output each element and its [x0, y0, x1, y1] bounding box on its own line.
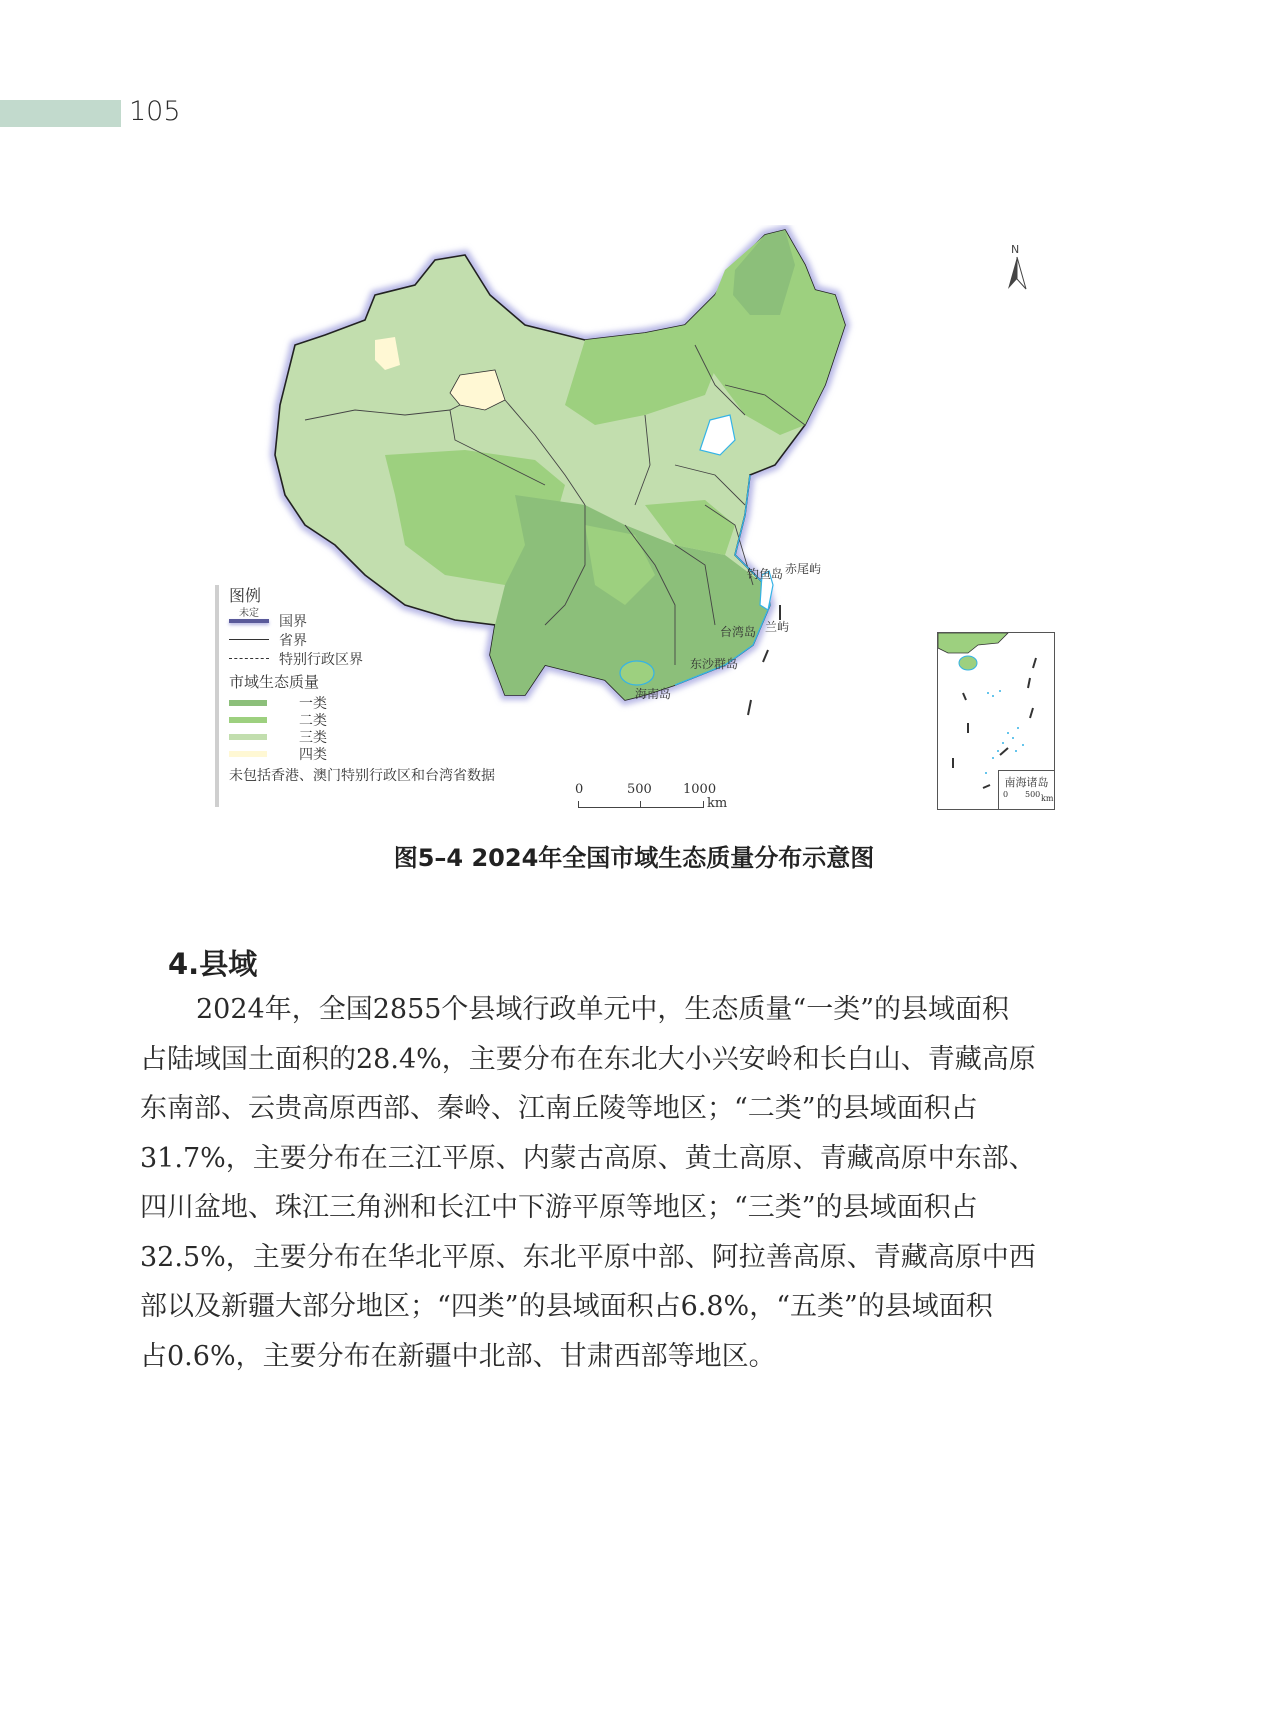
- label-lanyu: 兰屿: [765, 620, 790, 634]
- scale-tick-1000: 1000: [683, 782, 717, 797]
- inset-title: 南海诸岛: [1004, 776, 1049, 789]
- legend-sar-label: 特别行政区界: [279, 651, 363, 668]
- north-arrow: [1005, 243, 1029, 293]
- label-taiwan: 台湾岛: [720, 625, 757, 639]
- legend-note: 未包括香港、澳门特别行政区和台湾省数据: [229, 768, 495, 784]
- legend-class-4: [229, 745, 555, 762]
- legend-class-1: [229, 694, 555, 711]
- swatch-class-1: [229, 700, 267, 706]
- body-line: 部以及新疆大部分地区；“四类”的县域面积占6.8%，“五类”的县域面积: [140, 1291, 993, 1322]
- label-hainan: 海南岛: [635, 687, 672, 701]
- section-body: [140, 985, 1130, 1381]
- legend-quality-title: 市域生态质量: [229, 673, 320, 691]
- body-line: 占陆域国土面积的28.4%，主要分布在东北大小兴安岭和长白山、青藏高原: [140, 1043, 1036, 1075]
- province-border-symbol: [229, 639, 269, 640]
- undetermined-label: 未定: [239, 607, 259, 619]
- swatch-class-2: [229, 717, 267, 723]
- national-border-symbol: [229, 607, 269, 623]
- scale-mid-tick: [640, 801, 641, 807]
- scale-unit: km: [707, 796, 728, 811]
- swatch-class-3: [229, 734, 267, 740]
- south-china-sea-inset: [937, 632, 1055, 810]
- sar-border-symbol: [229, 658, 269, 659]
- page-number: 105: [129, 96, 181, 127]
- label-diaoyu: 钓鱼岛: [747, 567, 784, 581]
- inset-scale-0: 0: [1003, 790, 1009, 799]
- body-line: 2024年，全国2855个县域行政单元中，生态质量“一类”的县域面积: [196, 994, 1010, 1025]
- inset-label-box: [998, 770, 1054, 809]
- figure-caption: 图5–4 2024年全国市域生态质量分布示意图: [393, 844, 875, 872]
- scale-bar: [575, 782, 728, 812]
- inset-scale-500: 500: [1025, 790, 1041, 799]
- label-chiwei: 赤尾屿: [785, 562, 822, 576]
- scale-tick-0: 0: [575, 782, 584, 797]
- body-line: 32.5%，主要分布在华北平原、东北平原中部、阿拉善高原、青藏高原中西: [140, 1241, 1036, 1273]
- legend-class-3: [229, 728, 555, 745]
- swatch-class-4: [229, 751, 267, 757]
- legend-class-1-label: 一类: [299, 695, 327, 712]
- legend-national-label: 国界: [279, 613, 307, 630]
- north-label: N: [1011, 243, 1020, 256]
- legend-class-2-label: 二类: [299, 712, 327, 729]
- legend-class-3-label: 三类: [299, 729, 327, 746]
- hainan-island: [620, 661, 654, 685]
- legend-sar-border: [229, 649, 555, 668]
- section-heading: 4.县域: [168, 947, 258, 981]
- legend-national-border: [229, 607, 555, 630]
- map-legend: [215, 585, 555, 807]
- legend-province-border: [229, 630, 555, 649]
- legend-title: 图例: [229, 586, 262, 605]
- inset-scale: [999, 790, 1054, 804]
- label-dongsha: 东沙群岛: [690, 657, 739, 671]
- legend-class-4-label: 四类: [299, 746, 327, 763]
- body-line: 东南部、云贵高原西部、秦岭、江南丘陵等地区；“二类”的县域面积占: [140, 1093, 978, 1124]
- scale-tick-500: 500: [627, 782, 652, 797]
- legend-class-2: [229, 711, 555, 728]
- legend-province-label: 省界: [279, 632, 307, 649]
- inset-scale-unit: km: [1041, 794, 1054, 803]
- scale-line: [578, 801, 704, 808]
- body-line: 31.7%，主要分布在三江平原、内蒙古高原、黄土高原、青藏高原中东部、: [140, 1142, 1036, 1174]
- body-line: 四川盆地、珠江三角洲和长江中下游平原等地区；“三类”的县域面积占: [140, 1192, 978, 1223]
- north-arrow-icon: [1005, 255, 1029, 305]
- page-header-bar: [0, 100, 121, 127]
- body-line: 占0.6%，主要分布在新疆中北部、甘肃西部等地区。: [140, 1340, 776, 1372]
